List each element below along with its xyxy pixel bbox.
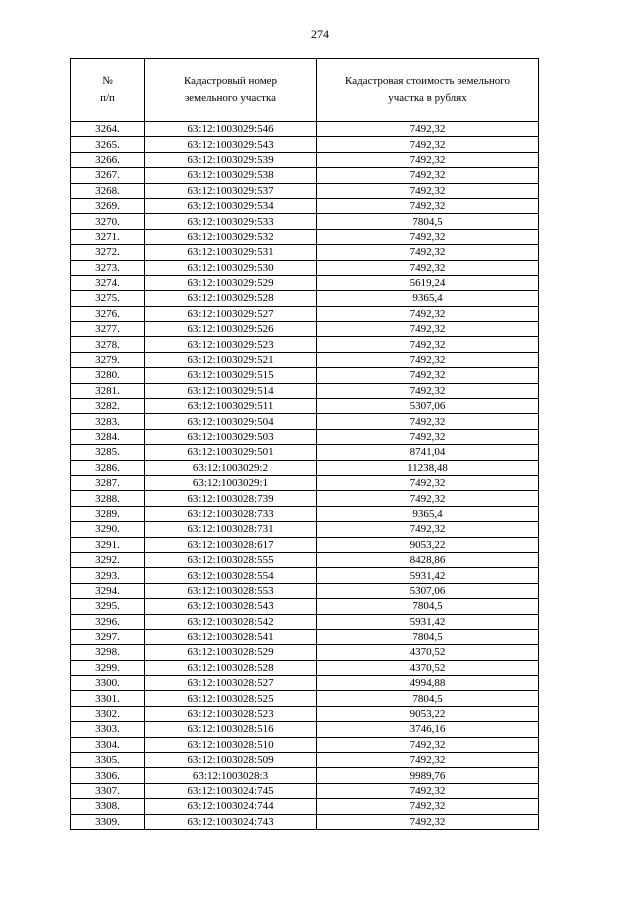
cadastral-value: 5307,06 [317,399,539,414]
cadastral-number: 63:12:1003028:617 [145,537,317,552]
cadastral-value: 7804,5 [317,691,539,706]
cadastral-value: 7492,32 [317,814,539,829]
cadastral-number: 63:12:1003029:539 [145,152,317,167]
table-row [71,429,539,444]
table-row [71,414,539,429]
cadastral-number: 63:12:1003028:543 [145,599,317,614]
table-row [71,322,539,337]
row-index: 3296. [71,614,145,629]
cadastral-value: 3746,16 [317,722,539,737]
page-number: 274 [311,27,329,41]
cadastral-number: 63:12:1003028:553 [145,583,317,598]
cadastral-value: 7492,32 [317,368,539,383]
table-row [71,260,539,275]
row-index: 3277. [71,322,145,337]
row-index: 3303. [71,722,145,737]
table-row [71,445,539,460]
table-row [71,245,539,260]
row-index: 3290. [71,522,145,537]
table-row [71,368,539,383]
row-index: 3286. [71,460,145,475]
header-cadastral-value: Кадастровая стоимость земельного участка в рублях [317,59,539,122]
cadastral-number: 63:12:1003028:523 [145,706,317,721]
table-row [71,629,539,644]
cadastral-number: 63:12:1003029:531 [145,245,317,260]
row-index: 3270. [71,214,145,229]
cadastral-number: 63:12:1003024:744 [145,799,317,814]
cadastral-value: 7492,32 [317,414,539,429]
table-row [71,399,539,414]
cadastral-number: 63:12:1003029:514 [145,383,317,398]
cadastral-value: 9053,22 [317,706,539,721]
cadastral-number: 63:12:1003029:546 [145,122,317,137]
cadastral-value: 7492,32 [317,783,539,798]
cadastral-number: 63:12:1003028:733 [145,506,317,521]
table-row [71,168,539,183]
row-index: 3295. [71,599,145,614]
table-row [71,152,539,167]
cadastral-number: 63:12:1003029:504 [145,414,317,429]
table-row [71,506,539,521]
table-row [71,460,539,475]
header-cadastral-number: Кадастровый номер земельного участка [145,59,317,122]
row-index: 3268. [71,183,145,198]
cadastral-value: 7492,32 [317,737,539,752]
row-index: 3264. [71,122,145,137]
table-row [71,753,539,768]
cadastral-number: 63:12:1003029:526 [145,322,317,337]
cadastral-value: 7804,5 [317,214,539,229]
cadastral-number: 63:12:1003029:2 [145,460,317,475]
row-index: 3279. [71,352,145,367]
cadastral-value: 4994,88 [317,676,539,691]
table-row [71,198,539,213]
row-index: 3299. [71,660,145,675]
table-row [71,799,539,814]
row-index: 3297. [71,629,145,644]
cadastral-value: 8741,04 [317,445,539,460]
cadastral-value: 7492,32 [317,137,539,152]
cadastral-value: 7492,32 [317,491,539,506]
cadastral-value: 4370,52 [317,660,539,675]
table-row [71,614,539,629]
table-row [71,583,539,598]
cadastral-value: 9053,22 [317,537,539,552]
table-body [71,122,539,830]
row-index: 3307. [71,783,145,798]
row-index: 3271. [71,229,145,244]
cadastral-value: 8428,86 [317,552,539,567]
cadastral-number: 63:12:1003028:516 [145,722,317,737]
table-row [71,691,539,706]
row-index: 3305. [71,753,145,768]
row-index: 3274. [71,275,145,290]
table-row [71,214,539,229]
cadastral-number: 63:12:1003029:511 [145,399,317,414]
row-index: 3309. [71,814,145,829]
cadastral-value: 7492,32 [317,198,539,213]
cadastral-value: 7492,32 [317,475,539,490]
cadastral-value: 7492,32 [317,245,539,260]
table-row [71,306,539,321]
cadastral-number: 63:12:1003029:533 [145,214,317,229]
cadastral-number: 63:12:1003028:3 [145,768,317,783]
cadastral-number: 63:12:1003028:541 [145,629,317,644]
table-row [71,599,539,614]
table-row [71,122,539,137]
cadastral-number: 63:12:1003028:555 [145,552,317,567]
cadastral-value: 7492,32 [317,229,539,244]
row-index: 3282. [71,399,145,414]
header-index: № п/п [71,59,145,122]
cadastral-number: 63:12:1003029:534 [145,198,317,213]
row-index: 3289. [71,506,145,521]
cadastral-table [70,58,539,830]
table-row [71,522,539,537]
cadastral-value: 5931,42 [317,568,539,583]
cadastral-value: 7492,32 [317,260,539,275]
row-index: 3275. [71,291,145,306]
cadastral-number: 63:12:1003029:501 [145,445,317,460]
cadastral-value: 5307,06 [317,583,539,598]
row-index: 3281. [71,383,145,398]
row-index: 3302. [71,706,145,721]
table-row [71,722,539,737]
cadastral-value: 7492,32 [317,122,539,137]
cadastral-number: 63:12:1003029:515 [145,368,317,383]
cadastral-value: 7492,32 [317,429,539,444]
table-row [71,537,539,552]
row-index: 3300. [71,676,145,691]
table-row [71,383,539,398]
table-row [71,706,539,721]
row-index: 3269. [71,198,145,213]
cadastral-value: 5931,42 [317,614,539,629]
cadastral-number: 63:12:1003028:509 [145,753,317,768]
cadastral-value: 9989,76 [317,768,539,783]
row-index: 3272. [71,245,145,260]
table-row [71,645,539,660]
table-row [71,768,539,783]
table-row [71,337,539,352]
row-index: 3301. [71,691,145,706]
row-index: 3293. [71,568,145,583]
row-index: 3280. [71,368,145,383]
table-row [71,676,539,691]
table-row [71,137,539,152]
row-index: 3267. [71,168,145,183]
row-index: 3285. [71,445,145,460]
cadastral-value: 7492,32 [317,306,539,321]
table-row [71,352,539,367]
cadastral-number: 63:12:1003028:525 [145,691,317,706]
table-header-row [71,59,539,122]
cadastral-value: 7492,32 [317,522,539,537]
table-row [71,552,539,567]
cadastral-number: 63:12:1003029:538 [145,168,317,183]
row-index: 3292. [71,552,145,567]
row-index: 3294. [71,583,145,598]
row-index: 3278. [71,337,145,352]
cadastral-value: 5619,24 [317,275,539,290]
row-index: 3291. [71,537,145,552]
cadastral-value: 7492,32 [317,383,539,398]
table-row [71,475,539,490]
row-index: 3287. [71,475,145,490]
cadastral-number: 63:12:1003029:521 [145,352,317,367]
table-row [71,229,539,244]
cadastral-number: 63:12:1003029:530 [145,260,317,275]
cadastral-value: 7492,32 [317,352,539,367]
row-index: 3284. [71,429,145,444]
cadastral-number: 63:12:1003028:542 [145,614,317,629]
cadastral-number: 63:12:1003028:554 [145,568,317,583]
cadastral-number: 63:12:1003029:543 [145,137,317,152]
cadastral-value: 7492,32 [317,168,539,183]
cadastral-number: 63:12:1003029:532 [145,229,317,244]
cadastral-value: 7492,32 [317,183,539,198]
row-index: 3283. [71,414,145,429]
cadastral-number: 63:12:1003029:1 [145,475,317,490]
cadastral-value: 11238,48 [317,460,539,475]
table-row [71,660,539,675]
cadastral-number: 63:12:1003029:527 [145,306,317,321]
cadastral-number: 63:12:1003028:739 [145,491,317,506]
table-row [71,183,539,198]
cadastral-number: 63:12:1003029:503 [145,429,317,444]
cadastral-number: 63:12:1003029:529 [145,275,317,290]
cadastral-number: 63:12:1003028:510 [145,737,317,752]
table-row [71,814,539,829]
table-row [71,737,539,752]
row-index: 3266. [71,152,145,167]
row-index: 3276. [71,306,145,321]
row-index: 3306. [71,768,145,783]
row-index: 3288. [71,491,145,506]
row-index: 3308. [71,799,145,814]
cadastral-value: 4370,52 [317,645,539,660]
cadastral-number: 63:12:1003028:731 [145,522,317,537]
cadastral-value: 7804,5 [317,629,539,644]
cadastral-value: 7492,32 [317,799,539,814]
cadastral-value: 7492,32 [317,322,539,337]
row-index: 3298. [71,645,145,660]
cadastral-number: 63:12:1003029:537 [145,183,317,198]
cadastral-value: 9365,4 [317,506,539,521]
cadastral-number: 63:12:1003028:529 [145,645,317,660]
cadastral-number: 63:12:1003029:523 [145,337,317,352]
cadastral-number: 63:12:1003028:528 [145,660,317,675]
table-row [71,291,539,306]
table-row [71,568,539,583]
table-row [71,491,539,506]
cadastral-number: 63:12:1003024:743 [145,814,317,829]
cadastral-value: 7492,32 [317,337,539,352]
table-row [71,783,539,798]
row-index: 3304. [71,737,145,752]
cadastral-value: 7492,32 [317,152,539,167]
row-index: 3265. [71,137,145,152]
cadastral-number: 63:12:1003024:745 [145,783,317,798]
cadastral-number: 63:12:1003029:528 [145,291,317,306]
table-row [71,275,539,290]
cadastral-value: 9365,4 [317,291,539,306]
cadastral-value: 7804,5 [317,599,539,614]
cadastral-number: 63:12:1003028:527 [145,676,317,691]
cadastral-value: 7492,32 [317,753,539,768]
row-index: 3273. [71,260,145,275]
